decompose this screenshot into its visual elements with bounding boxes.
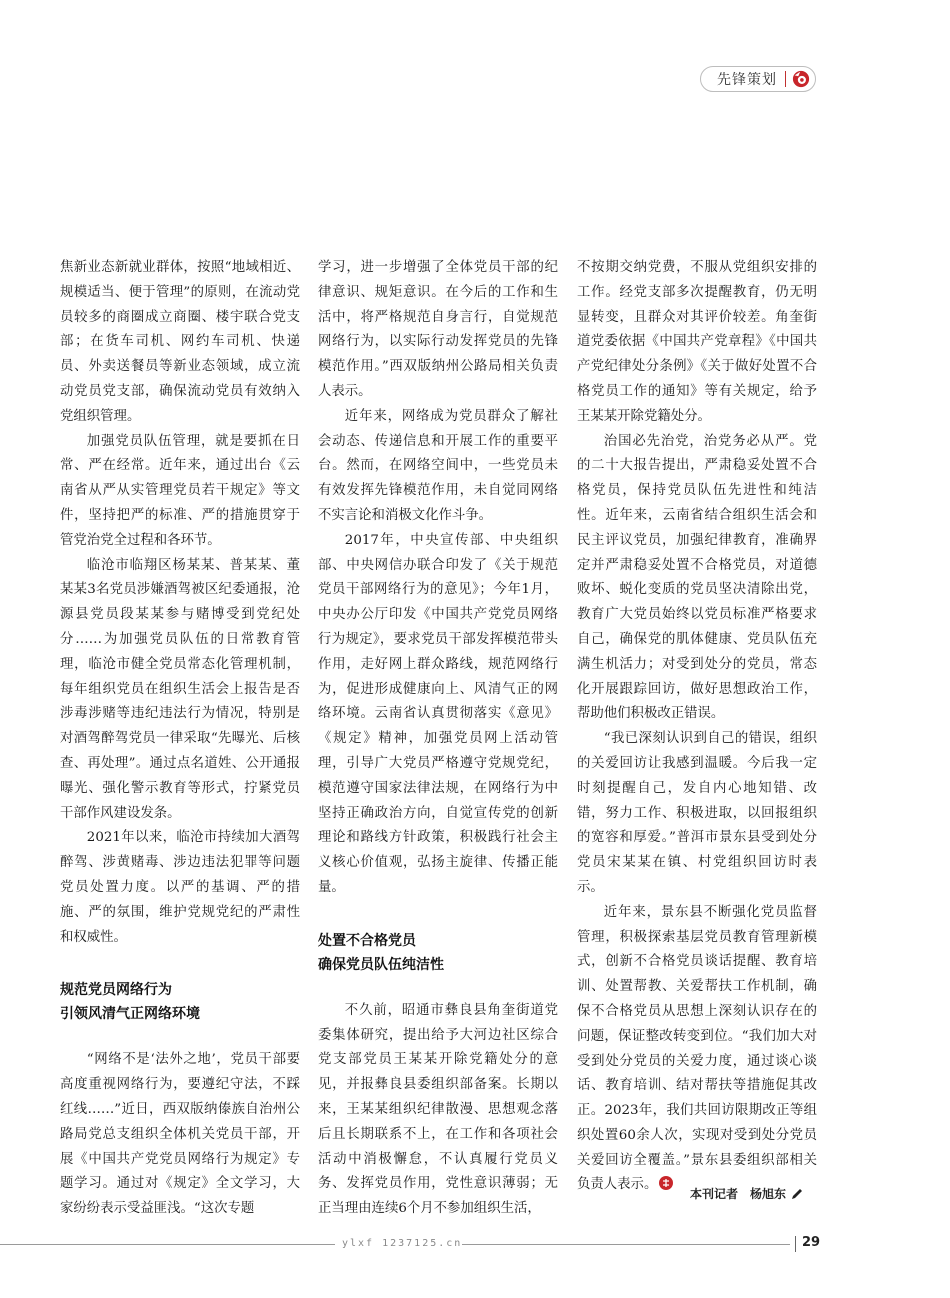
pen-icon — [790, 1187, 804, 1201]
column-3 — [577, 256, 817, 1198]
paragraph: 不按期交纳党费，不服从党组织安排的工作。经党支部多次提醒教育，仍无明显转变，且群众对其评价较差。角奎街道党委依据《中国共产党章程》《中国共产党纪律处分条例》《关于做好处置不合格党员工作的通知》等有关规定，给予王某某开除党籍处分。 — [577, 260, 817, 424]
heading-line: 规范党员网络行为 — [60, 982, 172, 999]
section-tab — [700, 66, 816, 92]
paragraph: 近年来，网络成为党员群众了解社会动态、传递信息和开展工作的重要平台。然而，在网络空间中，一些党员未有效发挥先锋模范作用，未自觉同网络不实言论和消极文化作斗争。 — [318, 408, 558, 523]
paragraph — [577, 901, 817, 1199]
section-divider — [785, 71, 786, 87]
heading-line: 引领风清气正网络环境 — [60, 1006, 200, 1023]
footer-rule-right — [462, 1244, 790, 1245]
paragraph: 学习，进一步增强了全体党员干部的纪律意识、规矩意识。在今后的工作和生活中，将严格规范自身言行，自觉规范网络行为，以实际行动发挥党员的先锋模范作用。”西双版纳州公路局相关负责人表示。 — [318, 260, 558, 399]
byline — [690, 1185, 804, 1202]
column-1 — [60, 256, 300, 1222]
paragraph-text: 近年来，景东县不断强化党员监督管理，积极探索基层党员教育管理新模式，创新不合格党员谈话提醒、教育培训、处置帮教、关爱帮扶工作机制，确保不合格党员从思想上深刻认识存在的问题，保证整改转变到位。“我们加大对受到处分党员的关爱力度，通过谈心谈话、教育培训、结对帮扶等措施促其改正。2023年，我们共回访限期改正等组织处置60余人次，实现对受到处分党员关爱回访全覆盖。”景东县委组织部相关负责人表示。 — [577, 904, 817, 1193]
paragraph: 2017年，中央宣传部、中央组织部、中央网信办联合印发了《关于规范党员干部网络行为的意见》；今年1月，中央办公厅印发《中国共产党党员网络行为规定》，要求党员干部发挥模范带头作用，走好网上群众路线，规范网络行为，促进形成健康向上、风清气正的网络环境。云南省认真贯彻落实《意见》《规定》精神，加强党员网上活动管理，引导广大党员严格遵守党规党纪，模范遵守国家法律法规，在网络行为中坚持正确政治方向，自觉宣传党的创新理论和路线方针政策，积极践行社会主义核心价值观，弘扬主旋律、传播正能量。 — [318, 532, 558, 895]
section-heading-network — [60, 978, 300, 1026]
page-number: 29 — [802, 1235, 821, 1250]
end-mark-icon — [659, 1176, 673, 1190]
page-divider — [795, 1236, 796, 1252]
section-heading-unqualified — [318, 929, 558, 977]
paragraph: 不久前，昭通市彝良县角奎街道党委集体研究，提出给予大河边社区综合党支部党员王某某开除党籍处分的意见，并报彝良县委组织部备案。长期以来，王某某组织纪律散漫、思想观念落后且长期联系不上，在工作和各项社会活动中消极懈怠，不认真履行党员义务、发挥党员作用，党性意识薄弱；无正当理由连续6个月不参加组织生活， — [318, 1002, 558, 1217]
paragraph: 2021年以来，临沧市持续加大酒驾醉驾、涉黄赌毒、涉边违法犯罪等问题党员处置力度。以严的基调、严的措施、严的氛围，维护党规党纪的严肃性和权威性。 — [60, 830, 300, 945]
byline-text: 本刊记者 杨旭东 — [690, 1187, 787, 1201]
paragraph: 加强党员队伍管理，就是要抓在日常、严在经常。近年来，通过出台《云南省从严从实管理党员若干规定》等文件，坚持把严的标准、严的措施贯穿于管党治党全过程和各环节。 — [60, 433, 300, 548]
footer-rule-left — [0, 1244, 335, 1245]
heading-line: 处置不合格党员 — [318, 932, 416, 949]
section-label: 先锋策划 — [717, 72, 777, 88]
footer-site: ylxf 1237125.cn — [342, 1238, 463, 1249]
paragraph: 临沧市临翔区杨某某、普某某、董某某3名党员涉嫌酒驾被区纪委通报，沧源县党员段某某参与赌博受到党纪处分……为加强党员队伍的日常教育管理，临沧市健全党员常态化管理机制，每年组织党员在组织生活会上报告是否涉毒涉赌等违纪违法行为情况，特别是对酒驾醉驾党员一律采取“先曝光、后核查、再处理”。通过点名道姓、公开通报曝光、强化警示教育等形式，拧紧党员干部作风建设发条。 — [60, 557, 300, 821]
paragraph: 治国必先治党，治党务必从严。党的二十大报告提出，严肃稳妥处置不合格党员，保持党员队伍先进性和纯洁性。近年来，云南省结合组织生活会和民主评议党员，加强纪律教育，准确界定并严肃稳妥处置不合格党员，对道德败坏、蜕化变质的党员坚决清除出党，教育广大党员始终以党员标准严格要求自己，确保党的肌体健康、党员队伍充满生机活力；对受到处分的党员，常态化开展跟踪回访，做好思想政治工作，帮助他们积极改正错误。 — [577, 433, 817, 722]
column-2 — [318, 256, 558, 1222]
paragraph: “网络不是‘法外之地’，党员干部要高度重视网络行为，要遵纪守法，不踩红线……”近日，西双版纳傣族自治州公路局党总支组织全体机关党员干部，开展《中国共产党党员网络行为规定》专题学习。通过对《规定》全文学习，大家纷纷表示受益匪浅。“这次专题 — [60, 1052, 300, 1217]
paragraph: 焦新业态新就业群体，按照“地域相近、规模适当、便于管理”的原则，在流动党员较多的商圈成立商圈、楼宇联合党支部；在货车司机、网约车司机、快递员、外卖送餐员等新业态领域，成立流动党员党支部，确保流动党员有效纳入党组织管理。 — [60, 260, 300, 424]
magazine-logo-icon — [792, 70, 810, 88]
heading-line: 确保党员队伍纯洁性 — [318, 956, 444, 973]
paragraph: “我已深刻认识到自己的错误，组织的关爱回访让我感到温暖。今后我一定时刻提醒自己，发自内心地知错、改错，努力工作、积极进取，以回报组织的宽容和厚爱。”普洱市景东县受到处分党员宋某某在镇、村党组织回访时表示。 — [577, 731, 817, 895]
